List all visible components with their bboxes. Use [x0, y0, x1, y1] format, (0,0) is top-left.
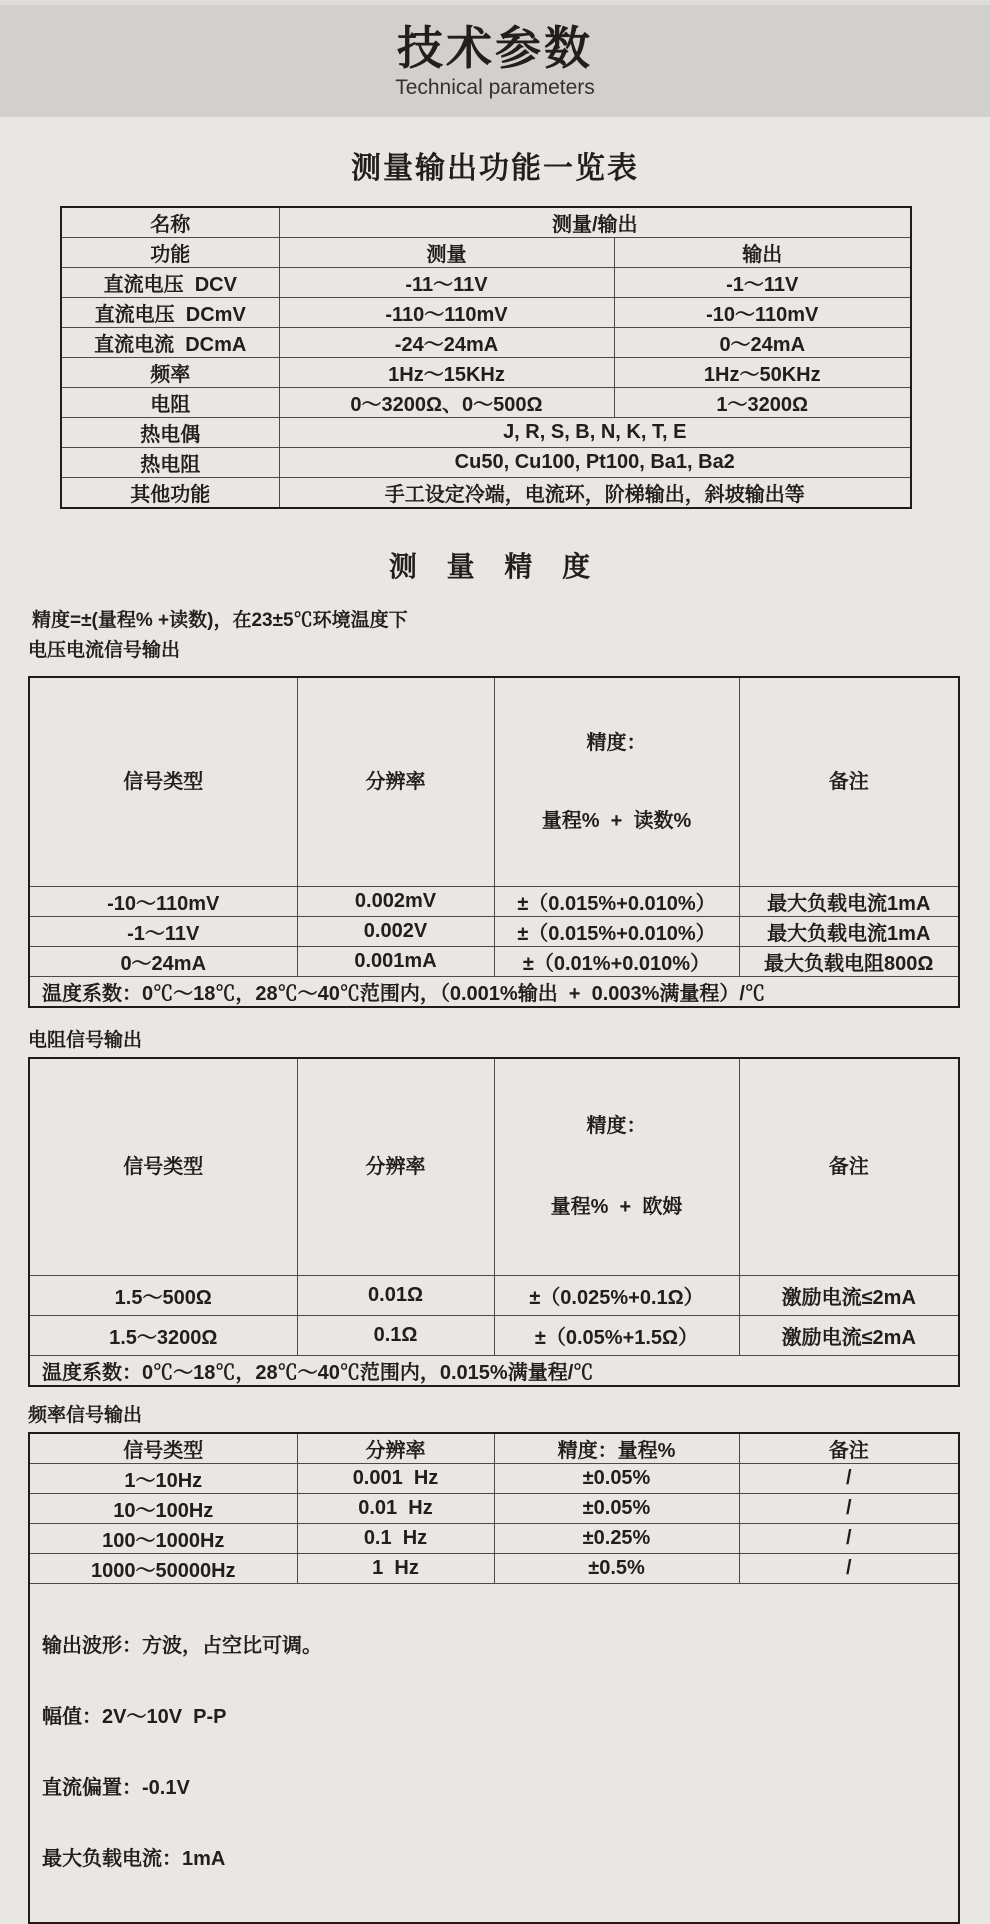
footer-line: 幅值：2V～10V P-P	[42, 1706, 227, 1728]
cell-output: 0～24mA	[614, 328, 911, 358]
cell-signal-type: -10～110mV	[29, 887, 297, 917]
col-header-signal-type: 信号类型	[29, 677, 297, 887]
cell-function-header: 功能	[61, 238, 279, 268]
table-row	[29, 1554, 959, 1584]
cell-measure: -11～11V	[279, 268, 614, 298]
cell-accuracy: ±（0.015%+0.010%）	[494, 887, 739, 917]
table-footer-row	[29, 1356, 959, 1387]
cell-measure: -110～110mV	[279, 298, 614, 328]
table-row	[29, 1316, 959, 1356]
table-row	[61, 358, 911, 388]
cell-signal-type: 1.5～3200Ω	[29, 1316, 297, 1356]
voltage-output-label: 电压电流信号输出	[28, 640, 181, 661]
table-row	[29, 917, 959, 947]
cell-name: 热电阻	[61, 448, 279, 478]
table-row	[61, 418, 911, 448]
cell-measure-output-header: 测量/输出	[279, 207, 911, 238]
cell-value: J, R, S, B, N, K, T, E	[279, 418, 911, 448]
table-footer-row	[29, 977, 959, 1008]
cell-resolution: 0.01 Hz	[297, 1494, 494, 1524]
cell-accuracy: ±（0.015%+0.010%）	[494, 917, 739, 947]
table-row	[61, 207, 911, 238]
accuracy-header-line2: 量程% + 读数%	[541, 810, 692, 832]
cell-measure: 1Hz～15KHz	[279, 358, 614, 388]
cell-output: -10～110mV	[614, 298, 911, 328]
col-header-resolution: 分辨率	[297, 677, 494, 887]
cell-name: 电阻	[61, 388, 279, 418]
table-footer-row	[29, 1584, 959, 1924]
cell-resolution: 0.002V	[297, 917, 494, 947]
cell-remark: /	[739, 1494, 959, 1524]
col-header-accuracy: 精度：量程%	[494, 1433, 739, 1464]
cell-name-header: 名称	[61, 207, 279, 238]
table-row	[29, 1276, 959, 1316]
cell-remark: /	[739, 1464, 959, 1494]
table-row	[29, 1494, 959, 1524]
cell-remark: 激励电流≤2mA	[739, 1316, 959, 1356]
table-row	[61, 448, 911, 478]
cell-accuracy: ±0.25%	[494, 1524, 739, 1554]
cell-signal-type: 100～1000Hz	[29, 1524, 297, 1554]
cell-value: 手工设定冷端，电流环，阶梯输出，斜坡输出等	[279, 478, 911, 509]
cell-signal-type: 1.5～500Ω	[29, 1276, 297, 1316]
cell-output-header: 输出	[614, 238, 911, 268]
col-header-resolution: 分辨率	[297, 1058, 494, 1276]
cell-accuracy: ±（0.025%+0.1Ω）	[494, 1276, 739, 1316]
table-header-row	[29, 677, 959, 887]
cell-resolution: 0.001mA	[297, 947, 494, 977]
cell-signal-type: 10～100Hz	[29, 1494, 297, 1524]
temperature-coefficient-note: 温度系数：0℃～18℃，28℃～40℃范围内，（0.001%输出 + 0.003%满量程）/℃	[29, 977, 959, 1008]
cell-accuracy: ±0.5%	[494, 1554, 739, 1584]
cell-accuracy: ±（0.01%+0.010%）	[494, 947, 739, 977]
table-row	[61, 238, 911, 268]
cell-resolution: 0.001 Hz	[297, 1464, 494, 1494]
cell-name: 直流电压 DCV	[61, 268, 279, 298]
cell-resolution: 0.01Ω	[297, 1276, 494, 1316]
voltage-current-table	[28, 676, 960, 1008]
cell-signal-type: 1～10Hz	[29, 1464, 297, 1494]
page-header	[0, 5, 990, 117]
page-subtitle: Technical parameters	[395, 76, 595, 99]
frequency-output-label: 频率信号输出	[28, 1405, 143, 1426]
cell-name: 热电偶	[61, 418, 279, 448]
cell-value: Cu50, Cu100, Pt100, Ba1, Ba2	[279, 448, 911, 478]
cell-resolution: 1 Hz	[297, 1554, 494, 1584]
table-row	[61, 268, 911, 298]
cell-output: 1～3200Ω	[614, 388, 911, 418]
col-header-accuracy	[494, 1058, 739, 1276]
cell-resolution: 0.002mV	[297, 887, 494, 917]
footer-line: 直流偏置：-0.1V	[42, 1777, 190, 1799]
table-row	[29, 887, 959, 917]
cell-measure-header: 测量	[279, 238, 614, 268]
accuracy-header-line2: 量程% + 欧姆	[550, 1196, 683, 1218]
cell-measure: 0～3200Ω、0～500Ω	[279, 388, 614, 418]
resistance-table	[28, 1057, 960, 1387]
resistance-output-label: 电阻信号输出	[28, 1030, 143, 1051]
overview-heading: 测量输出功能一览表	[351, 152, 639, 185]
cell-accuracy: ±0.05%	[494, 1464, 739, 1494]
cell-remark: 最大负载电阻800Ω	[739, 947, 959, 977]
table-header-row	[29, 1433, 959, 1464]
cell-resolution: 0.1Ω	[297, 1316, 494, 1356]
col-header-remark: 备注	[739, 677, 959, 887]
frequency-output-notes	[29, 1584, 959, 1924]
accuracy-header-line1: 精度：	[586, 732, 647, 754]
cell-name: 其他功能	[61, 478, 279, 509]
cell-signal-type: 0～24mA	[29, 947, 297, 977]
table-header-row	[29, 1058, 959, 1276]
table-row	[61, 478, 911, 509]
cell-signal-type: -1～11V	[29, 917, 297, 947]
cell-accuracy: ±（0.05%+1.5Ω）	[494, 1316, 739, 1356]
cell-accuracy: ±0.05%	[494, 1494, 739, 1524]
table-row	[61, 298, 911, 328]
col-header-accuracy	[494, 677, 739, 887]
footer-line: 输出波形：方波，占空比可调。	[42, 1635, 322, 1657]
accuracy-heading: 测 量 精 度	[388, 551, 602, 582]
table-row	[29, 947, 959, 977]
col-header-signal-type: 信号类型	[29, 1058, 297, 1276]
cell-name: 直流电压 DCmV	[61, 298, 279, 328]
table-row	[61, 328, 911, 358]
cell-remark: /	[739, 1554, 959, 1584]
table-row	[29, 1524, 959, 1554]
col-header-remark: 备注	[739, 1433, 959, 1464]
frequency-table	[28, 1432, 960, 1924]
cell-remark: 最大负载电流1mA	[739, 917, 959, 947]
col-header-signal-type: 信号类型	[29, 1433, 297, 1464]
cell-name: 直流电流 DCmA	[61, 328, 279, 358]
cell-remark: 最大负载电流1mA	[739, 887, 959, 917]
overview-table	[60, 206, 912, 509]
cell-name: 频率	[61, 358, 279, 388]
footer-line: 最大负载电流：1mA	[42, 1848, 226, 1870]
table-row	[29, 1464, 959, 1494]
col-header-remark: 备注	[739, 1058, 959, 1276]
cell-remark: /	[739, 1524, 959, 1554]
cell-remark: 激励电流≤2mA	[739, 1276, 959, 1316]
cell-output: -1～11V	[614, 268, 911, 298]
cell-measure: -24～24mA	[279, 328, 614, 358]
page-title: 技术参数	[397, 22, 593, 74]
accuracy-note: 精度=±(量程% +读数)，在23±5℃环境温度下	[32, 610, 408, 631]
table-row	[61, 388, 911, 418]
temperature-coefficient-note: 温度系数：0℃～18℃，28℃～40℃范围内，0.015%满量程/℃	[29, 1356, 959, 1387]
accuracy-header-line1: 精度：	[586, 1115, 647, 1137]
cell-signal-type: 1000～50000Hz	[29, 1554, 297, 1584]
cell-output: 1Hz～50KHz	[614, 358, 911, 388]
cell-resolution: 0.1 Hz	[297, 1524, 494, 1554]
col-header-resolution: 分辨率	[297, 1433, 494, 1464]
